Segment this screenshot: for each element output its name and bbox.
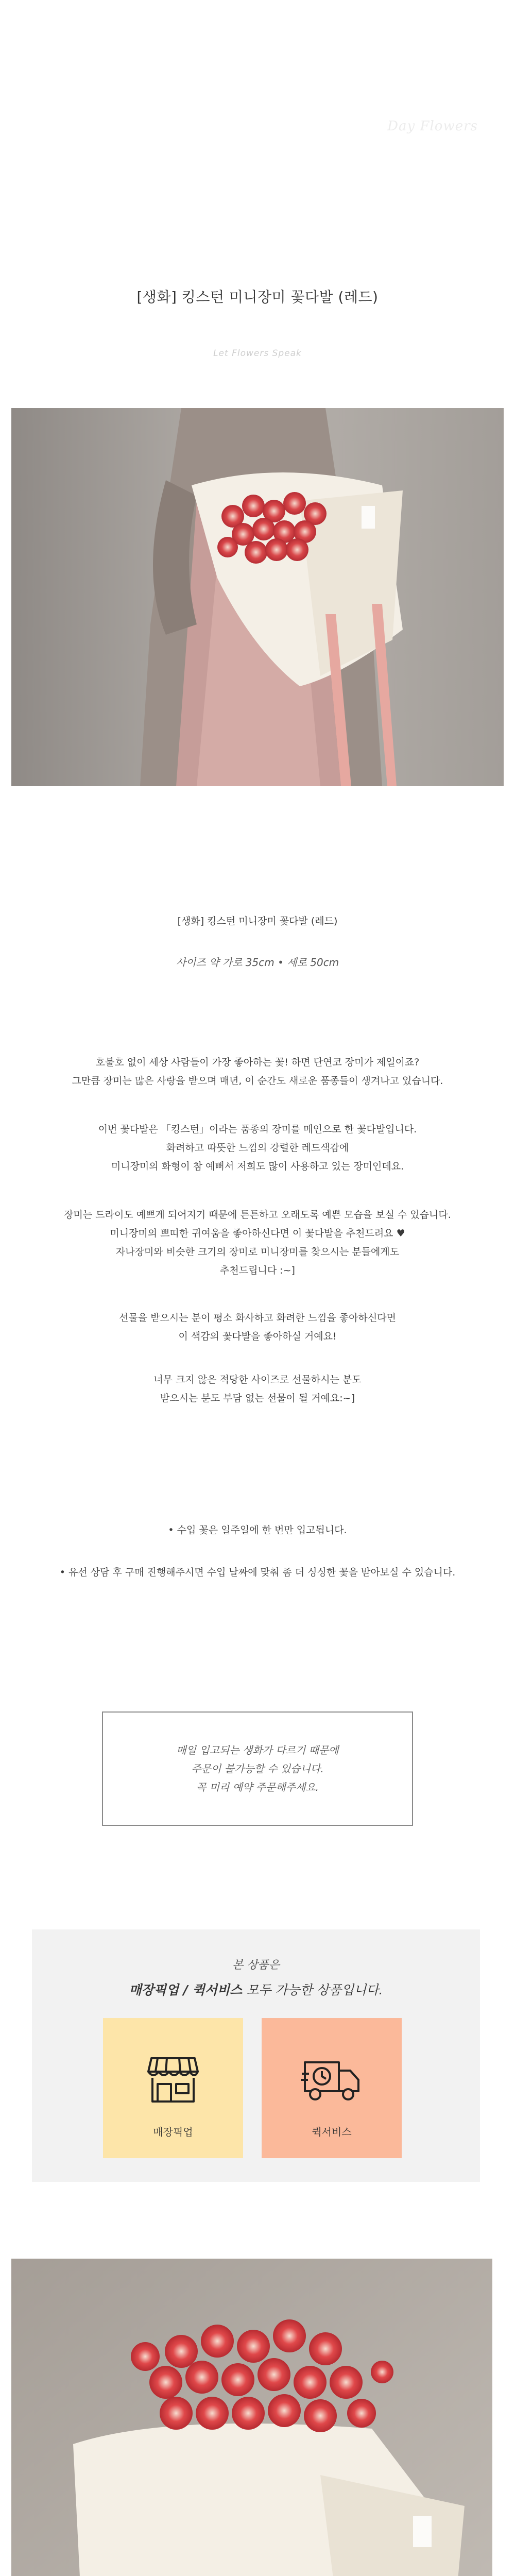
description-paragraph-1: 호불호 없이 세상 사람들이 가장 좋아하는 꽃! 하면 단연코 장미가 제일이죠? 그만큼 장미는 많은 사랑을 받으며 매년, 이 순간도 새로운 품종들이 생겨나고 있습니다. bbox=[72, 1057, 443, 1087]
notice-line: 주문이 불가능할 수 있습니다. bbox=[191, 1762, 324, 1775]
product-name: [생화] 킹스턴 미니장미 꽃다발 (레드) bbox=[177, 916, 338, 927]
store-pickup-option bbox=[103, 2018, 243, 2158]
quick-service-label: 퀵서비스 bbox=[312, 2126, 352, 2138]
notice-line: 꼭 미리 예약 주문해주세요. bbox=[196, 1781, 319, 1793]
store-pickup-label: 매장픽업 bbox=[153, 2126, 193, 2138]
note-import-schedule: • 수입 꽃은 일주일에 한 번만 입고됩니다. bbox=[168, 1524, 347, 1536]
hero-photo bbox=[11, 408, 504, 786]
delivery-truck-icon bbox=[301, 2048, 363, 2110]
description-paragraph-5: 너무 크지 않은 적당한 사이즈로 선물하시는 분도 받으시는 분도 부담 없는 선물이 될 거예요:~] bbox=[153, 1374, 362, 1404]
store-icon bbox=[142, 2048, 204, 2110]
description-paragraph-2: 이번 꽃다발은 「킹스턴」이라는 품종의 장미를 메인으로 한 꽃다발입니다. 화려하고 따뜻한 느낌의 강렬한 레드색감에 미니장미의 화형이 참 예뻐서 저희도 많이 사용하고 있는 장미인데요. bbox=[98, 1124, 417, 1172]
brand-script-logo: Day Flowers bbox=[387, 118, 478, 134]
description-paragraph-4: 선물을 받으시는 분이 평소 화사하고 화려한 느낌을 좋아하신다면 이 색감의 꽃다발을 좋아하실 거예요! bbox=[119, 1312, 396, 1342]
service-options-panel bbox=[32, 1929, 480, 2182]
quick-service-option bbox=[262, 2018, 402, 2158]
bouquet-closeup-photo bbox=[11, 2259, 492, 2576]
product-size: 사이즈 약 가로 35cm • 세로 50cm bbox=[176, 956, 339, 969]
reservation-notice-box bbox=[102, 1711, 413, 1826]
note-phone-consult: • 유선 상담 후 구매 진행해주시면 수입 날짜에 맞춰 좀 더 싱싱한 꽃을 받아보실 수 있습니다. bbox=[59, 1567, 456, 1578]
service-heading: 본 상품은 bbox=[232, 1959, 280, 1972]
notice-line: 매일 입고되는 생화가 다르기 때문에 bbox=[176, 1744, 339, 1756]
page-subtitle: Let Flowers Speak bbox=[213, 348, 302, 359]
description-paragraph-3: 장미는 드라이도 예쁘게 되어지기 때문에 튼튼하고 오래도록 예쁜 모습을 보실 수 있습니다. 미니장미의 쁘띠한 귀여움을 좋아하신다면 이 꽃다발을 추천드려요 ♥ 자나장미와 비슷한 크기의 장미로 미니장미를 찾으시는 분들에게도 추천드립니다 :~] bbox=[64, 1209, 451, 1276]
page-title: [생화] 킹스턴 미니장미 꽃다발 (레드) bbox=[136, 289, 379, 306]
service-subheading: 매장픽업 / 퀵서비스 모두 가능한 상품입니다. bbox=[129, 1982, 383, 1997]
